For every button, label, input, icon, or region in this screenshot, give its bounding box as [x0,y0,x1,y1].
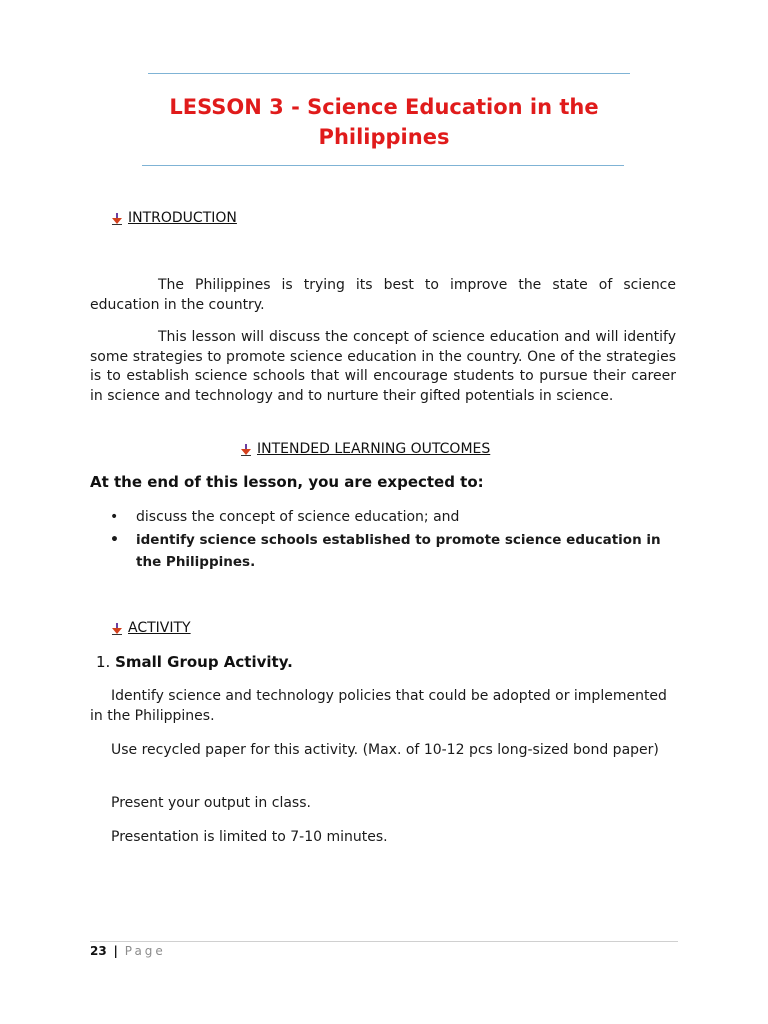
outcome-item-1: • discuss the concept of science education; and [108,508,668,527]
introduction-heading [112,209,237,227]
activity-heading [112,619,191,637]
activity-paragraph-4 [90,828,676,848]
page-label: Page [124,944,166,958]
footer-separator: | [113,944,118,958]
activity-paragraph-2 [90,741,676,761]
arrow-down-bullet-icon [112,212,122,224]
title-line-1: LESSON 3 - Science Education in the [169,95,599,119]
arrow-down-bullet-icon [112,622,122,634]
activity-paragraph-2-text: Use recycled paper for this activity. (Max. of 10-12 pcs long-sized bond paper) [111,742,659,758]
activity-title [96,653,293,671]
page-title [100,92,668,152]
introduction-label: INTRODUCTION [128,210,237,226]
activity-title-text: Small Group Activity. [115,653,293,671]
activity-number: 1. [96,653,111,671]
title-top-rule [148,73,630,74]
activity-paragraph-4-text: Presentation is limited to 7-10 minutes. [111,829,388,845]
page-number: 23 [90,944,107,958]
intro-paragraph-2: This lesson will discuss the concept of science education and will identify some strategies to promote science education in the country. One of the strategies is to establish science schools that will encourage students to pursue their career in science and technology and to nurture their gifted potentials in science. [90,329,676,404]
outcome-item-2: • identify science schools established to promote science education in the Philippines. [108,529,668,573]
intro-paragraph-1: The Philippines is trying its best to improve the state of science education in the country. [90,277,676,313]
activity-paragraph-3 [90,794,676,814]
outcomes-heading [241,440,490,458]
arrow-down-bullet-icon [241,443,251,455]
activity-paragraph-1 [90,687,676,726]
title-line-2: Philippines [318,125,450,149]
outcomes-lead: At the end of this lesson, you are expected to: [90,473,484,491]
activity-label: ACTIVITY [128,620,191,636]
activity-paragraph-1-text: Identify science and technology policies that could be adopted or implemented in the Philippines. [90,688,667,724]
activity-paragraph-3-text: Present your output in class. [111,795,311,811]
page-footer [90,944,166,958]
title-bottom-rule [142,165,624,166]
outcomes-list [108,508,668,573]
footer-rule [90,941,678,942]
outcomes-label: INTENDED LEARNING OUTCOMES [257,441,491,457]
